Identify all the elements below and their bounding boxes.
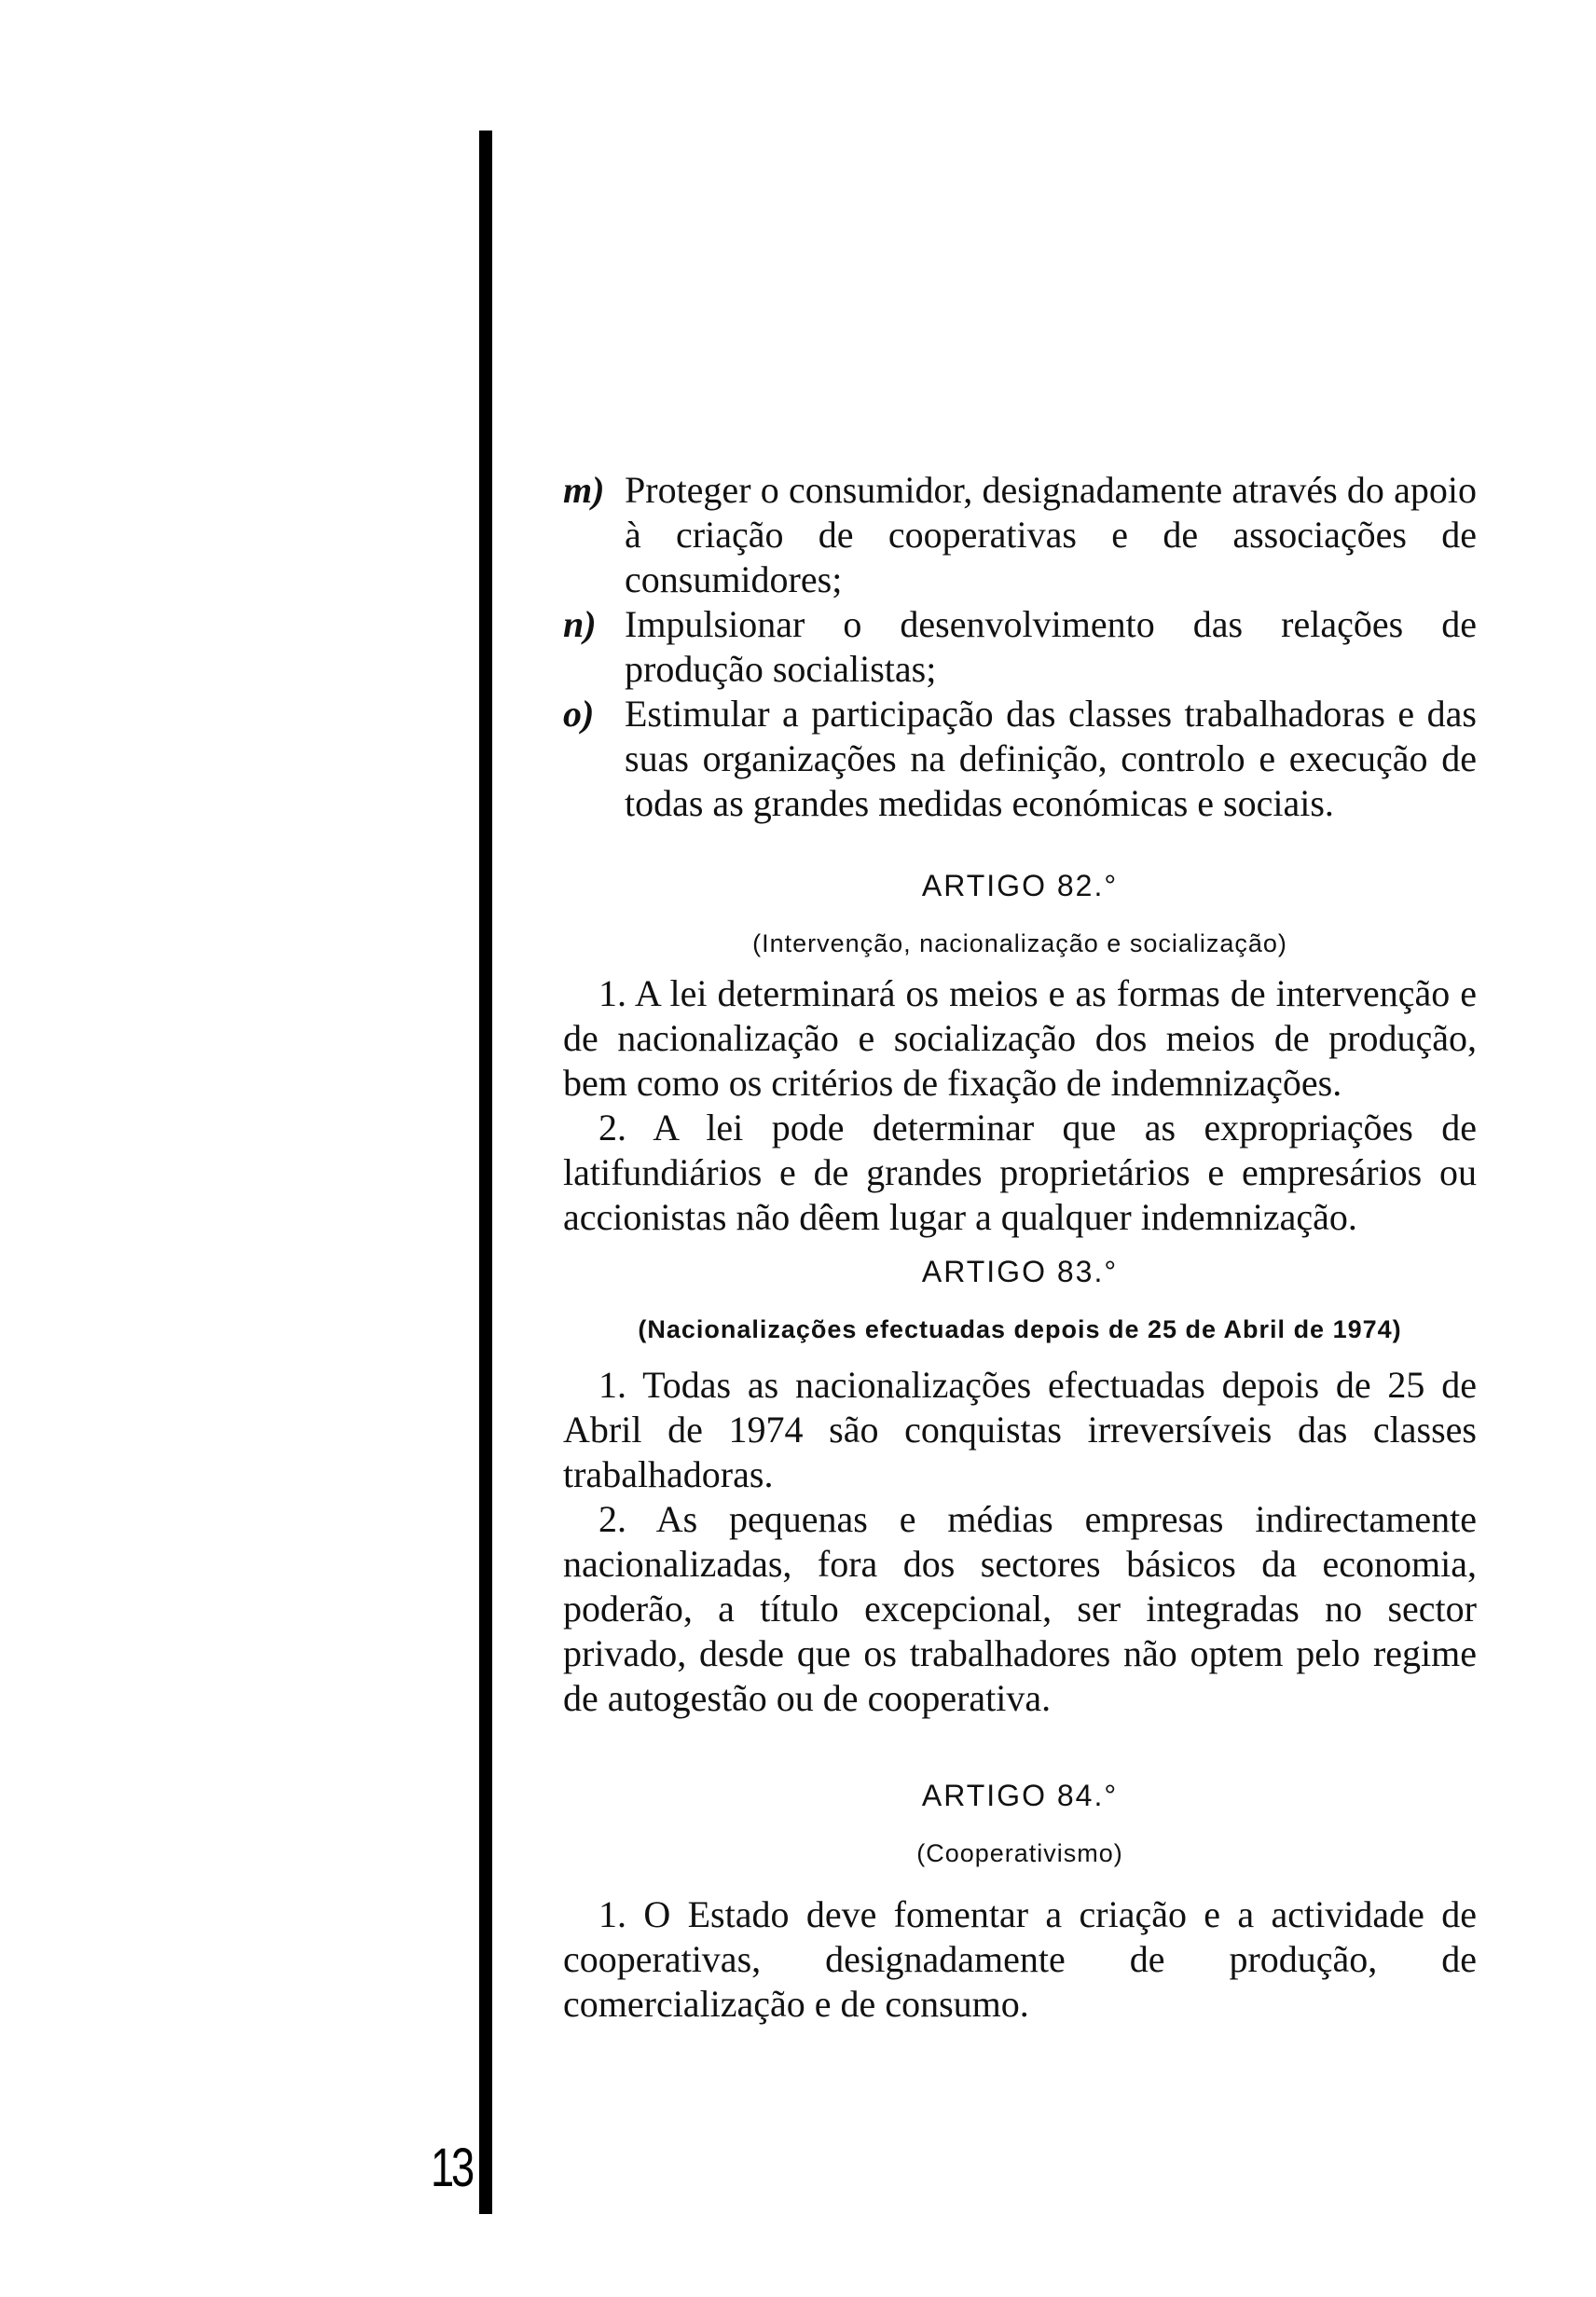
list-item-m [563,468,1477,602]
article-83-heading: ARTIGO 83.° [921,1255,1119,1288]
text-column [563,468,1477,2027]
article-83-paragraph-1: 1. Todas as nacionalizações efectuadas depois de 25 de Abril de 1974 são conquistas irreversíveis das classes trabalhadoras. [563,1364,1477,1495]
list-item-text: Proteger o consumidor, designadamente através do apoio à criação de cooperativas e de associações de consumidores; [625,469,1477,600]
list-item-label: m) [563,469,605,511]
article-82-heading: ARTIGO 82.° [921,869,1119,902]
page-number: 13 [431,2138,473,2198]
article-83-subtitle: (Nacionalizações efectuadas depois de 25 de Abril de 1974) [638,1315,1402,1343]
article-84-paragraph-1: 1. O Estado deve fomentar a criação e a actividade de cooperativas, designadamente de produção, de comercialização e de consumo. [563,1893,1477,2025]
list-item-o [563,692,1477,826]
article-82-paragraph-2: 2. A lei pode determinar que as expropriações de latifundiários e de grandes proprietários e empresários ou accionistas não dêem lugar a qualquer indemnização. [563,1107,1477,1238]
article-82-subtitle: (Intervenção, nacionalização e socialização) [752,929,1287,957]
article-84-subtitle: (Cooperativismo) [916,1839,1123,1867]
article-82-paragraph-1: 1. A lei determinará os meios e as formas de intervenção e de nacionalização e socialização dos meios de produção, bem como os critérios de fixação de indemnizações. [563,972,1477,1104]
list-item-label: n) [563,603,597,645]
list-item-text: Estimular a participação das classes trabalhadoras e das suas organizações na definição, controlo e execução de todas as grandes medidas económicas e sociais. [625,693,1477,824]
list-item-text: Impulsionar o desenvolvimento das relações de produção socialistas; [625,603,1477,690]
article-83-paragraph-2: 2. As pequenas e médias empresas indirectamente nacionalizadas, fora dos sectores básicos da economia, poderão, a título excepcional, ser integradas no sector privado, desde que os trabalhadores não optem pelo regime de autogestão ou de cooperativa. [563,1498,1477,1719]
article-84-heading: ARTIGO 84.° [921,1779,1119,1812]
margin-rule [479,131,492,2214]
list-item-n [563,602,1477,692]
list-item-label: o) [563,693,595,735]
